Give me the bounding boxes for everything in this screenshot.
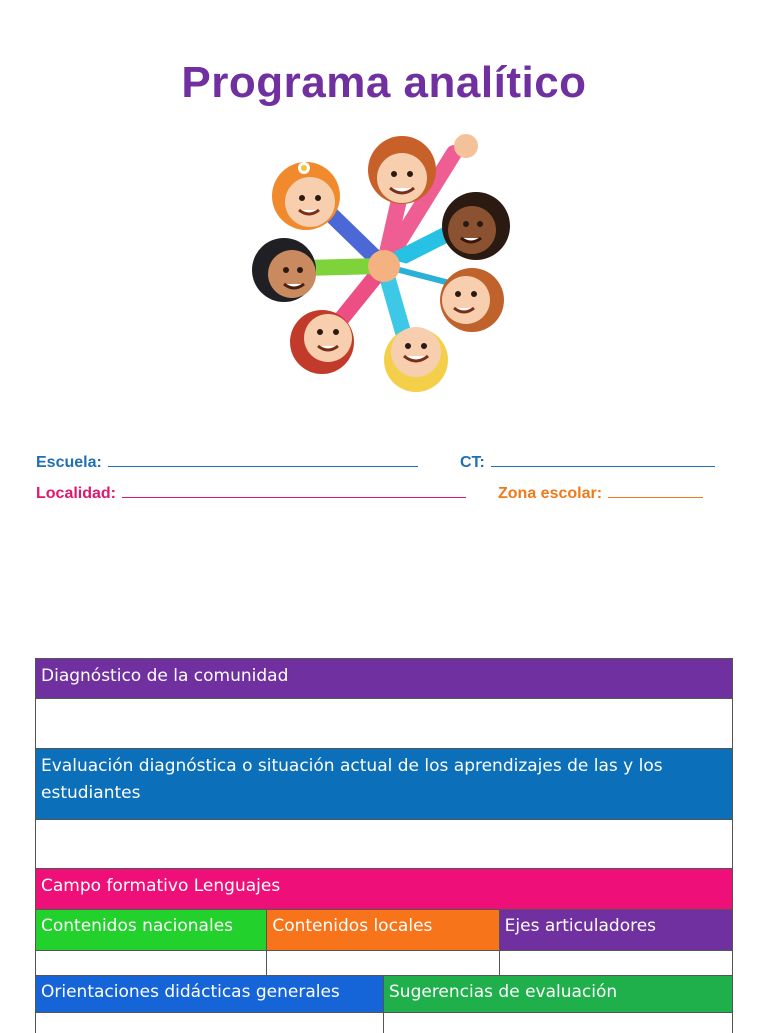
orientaciones-blank-row xyxy=(35,1013,733,1033)
localidad-label: Localidad: xyxy=(36,485,117,502)
ejes-articuladores-cell[interactable] xyxy=(500,951,732,975)
diagnostico-header: Diagnóstico de la comunidad xyxy=(35,658,733,699)
contenidos-header-row xyxy=(35,910,733,951)
localidad-field[interactable] xyxy=(36,483,466,503)
sugerencias-cell[interactable] xyxy=(384,1013,732,1033)
contenidos-blank-row xyxy=(35,951,733,976)
orientaciones-header: Orientaciones didácticas generales xyxy=(36,976,384,1012)
contenidos-nacionales-cell[interactable] xyxy=(36,951,267,975)
zona-escolar-field[interactable] xyxy=(498,483,703,503)
contenidos-locales-header: Contenidos locales xyxy=(267,910,499,950)
evaluacion-header: Evaluación diagnóstica o situación actual de los aprendizajes de las y los estudiantes xyxy=(35,749,733,820)
zona-escolar-label: Zona escolar: xyxy=(498,485,603,502)
escuela-field[interactable] xyxy=(36,452,418,472)
contenidos-locales-cell[interactable] xyxy=(267,951,499,975)
orientaciones-header-row xyxy=(35,976,733,1013)
children-circle-illustration xyxy=(244,128,524,398)
ct-field[interactable] xyxy=(460,452,715,472)
program-table xyxy=(35,658,733,1033)
ct-label: CT: xyxy=(460,454,485,471)
ejes-articuladores-header: Ejes articuladores xyxy=(500,910,732,950)
diagnostico-cell[interactable] xyxy=(35,699,733,749)
contenidos-nacionales-header: Contenidos nacionales xyxy=(36,910,267,950)
evaluacion-cell[interactable] xyxy=(35,820,733,869)
campo-formativo-header: Campo formativo Lenguajes xyxy=(35,869,733,910)
escuela-label: Escuela: xyxy=(36,454,102,471)
orientaciones-cell[interactable] xyxy=(36,1013,384,1033)
page-title: Programa analítico xyxy=(181,58,587,107)
sugerencias-header: Sugerencias de evaluación xyxy=(384,976,732,1012)
